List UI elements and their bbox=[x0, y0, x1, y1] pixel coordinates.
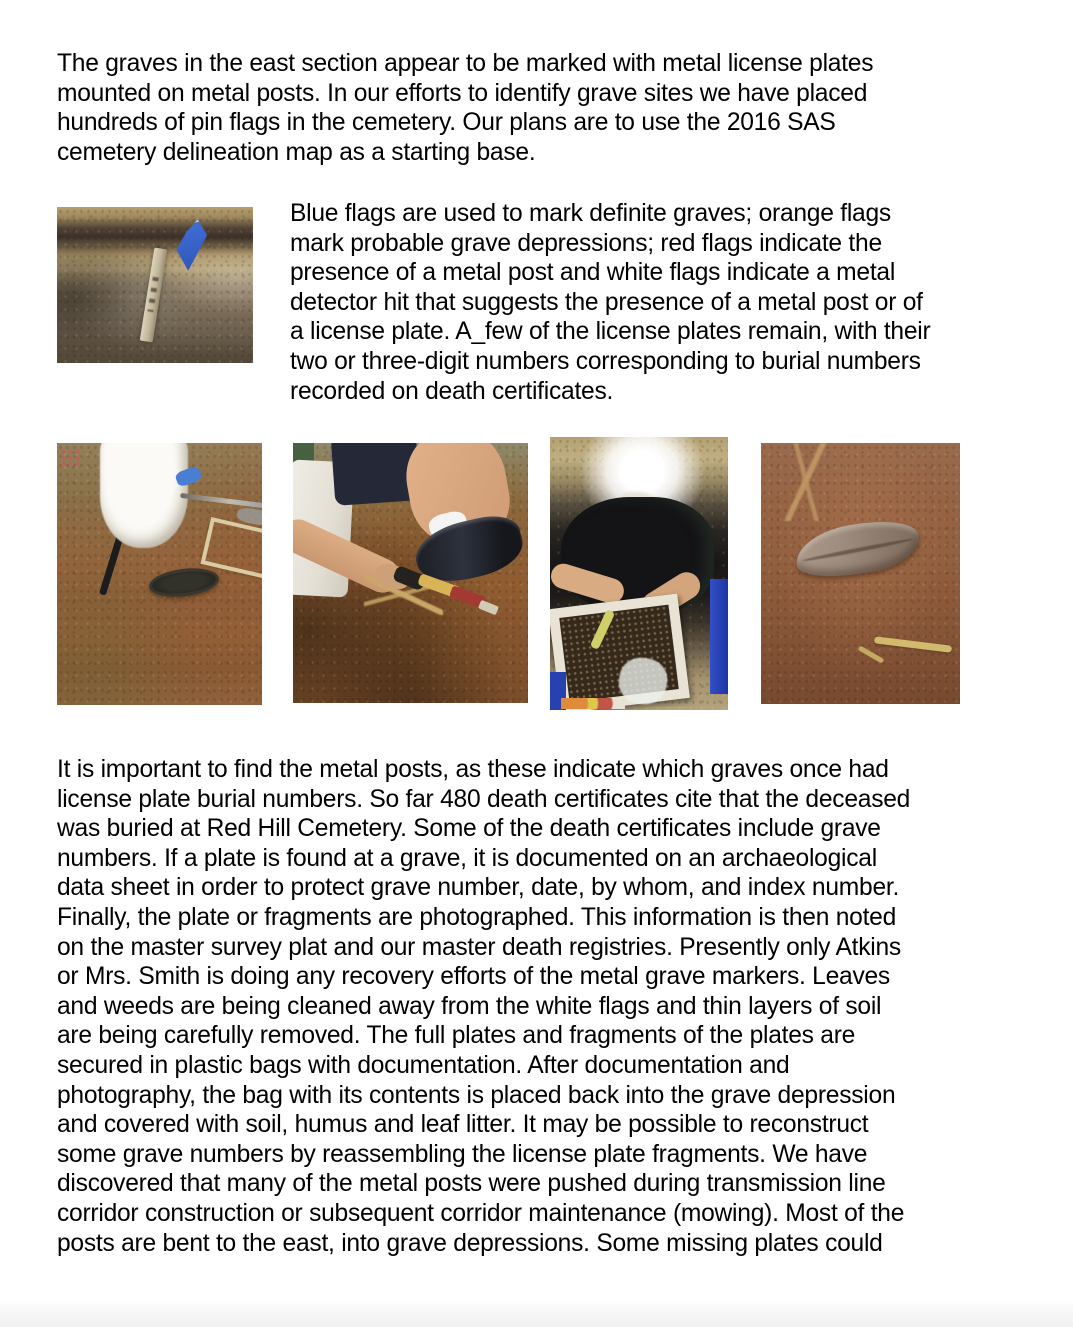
small-colored-items bbox=[561, 698, 625, 709]
text-line: It is important to find the metal posts, as these indicate which graves once had bbox=[57, 756, 889, 783]
text-line: The graves in the east section appear to be marked with metal license plates bbox=[57, 50, 874, 77]
body-paragraph bbox=[57, 755, 910, 1258]
sifting-screen-frame bbox=[550, 593, 690, 710]
text-line: recorded on death certificates. bbox=[290, 377, 614, 405]
text-line: mounted on metal posts. In our efforts to identify grave sites we have placed bbox=[57, 79, 868, 107]
text-line: corridor construction or subsequent corridor maintenance (mowing). Most of the bbox=[57, 1199, 905, 1227]
text-line: cemetery delineation map as a starting base. bbox=[57, 138, 536, 166]
text-line: data sheet in order to protect grave number, date, by whom, and index number. bbox=[57, 874, 900, 902]
plate-fragment-photo bbox=[761, 443, 960, 704]
text-line: presence of a metal post and white flags indicate a metal bbox=[290, 259, 896, 287]
text-line: license plate burial numbers. So far 480 death certificates cite that the deceased bbox=[57, 785, 911, 813]
sifting-screen-photo bbox=[550, 437, 728, 710]
blue-tub-edge bbox=[710, 579, 728, 694]
fragment-crease bbox=[802, 537, 913, 562]
text-line: mark probable grave depressions; red flags indicate the bbox=[290, 229, 882, 257]
text-line: Blue flags are used to mark definite graves; orange flags bbox=[290, 200, 891, 227]
thin-roots bbox=[761, 443, 851, 521]
text-line: two or three-digit numbers corresponding to burial numbers bbox=[290, 347, 921, 375]
text-line: discovered that many of the metal posts were pushed during transmission line bbox=[57, 1170, 886, 1198]
text-line: secured in plastic bags with documentation. After documentation and bbox=[57, 1051, 790, 1079]
text-line: was buried at Red Hill Cemetery. Some of the death certificates include grave bbox=[57, 815, 881, 843]
text-line: hundreds of pin flags in the cemetery. Our plans are to use the 2016 SAS bbox=[57, 109, 836, 137]
hand-pick-photo bbox=[293, 443, 528, 703]
text-line: a license plate. A_few of the license plates remain, with their bbox=[290, 318, 931, 346]
metal-detector-photo bbox=[57, 443, 262, 705]
text-line: numbers. If a plate is found at a grave, it is documented on an archaeological bbox=[57, 844, 877, 872]
text-line: detector hit that suggests the presence of a metal post or of bbox=[290, 288, 923, 316]
text-line: or Mrs. Smith is doing any recovery efforts of the metal grave markers. Leaves bbox=[57, 963, 890, 991]
text-line: some grave numbers by reassembling the license plate fragments. We have bbox=[57, 1140, 868, 1168]
text-line: on the master survey plat and our master death registries. Presently only Atkins bbox=[57, 933, 901, 961]
text-line: are being carefully removed. The full plates and fragments of the plates are bbox=[57, 1022, 856, 1050]
white-bucket bbox=[100, 443, 188, 548]
text-line: and covered with soil, humus and leaf litter. It may be possible to reconstruct bbox=[57, 1111, 869, 1139]
text-line: Finally, the plate or fragments are photographed. This information is then noted bbox=[57, 903, 897, 931]
blue-flag-stake-photo bbox=[57, 207, 253, 363]
text-line: photography, the bag with its contents is placed back into the grave depression bbox=[57, 1081, 896, 1109]
stake-number-marks bbox=[148, 269, 160, 311]
text-line: and weeds are being cleaned away from the white flags and thin layers of soil bbox=[57, 992, 882, 1020]
page-bottom-edge bbox=[0, 1301, 1073, 1327]
flag-legend-paragraph bbox=[290, 199, 930, 406]
intro-paragraph bbox=[57, 49, 873, 167]
pink-flower-specks bbox=[60, 449, 84, 465]
text-line: posts are bent to the east, into grave depressions. Some missing plates could bbox=[57, 1229, 883, 1257]
